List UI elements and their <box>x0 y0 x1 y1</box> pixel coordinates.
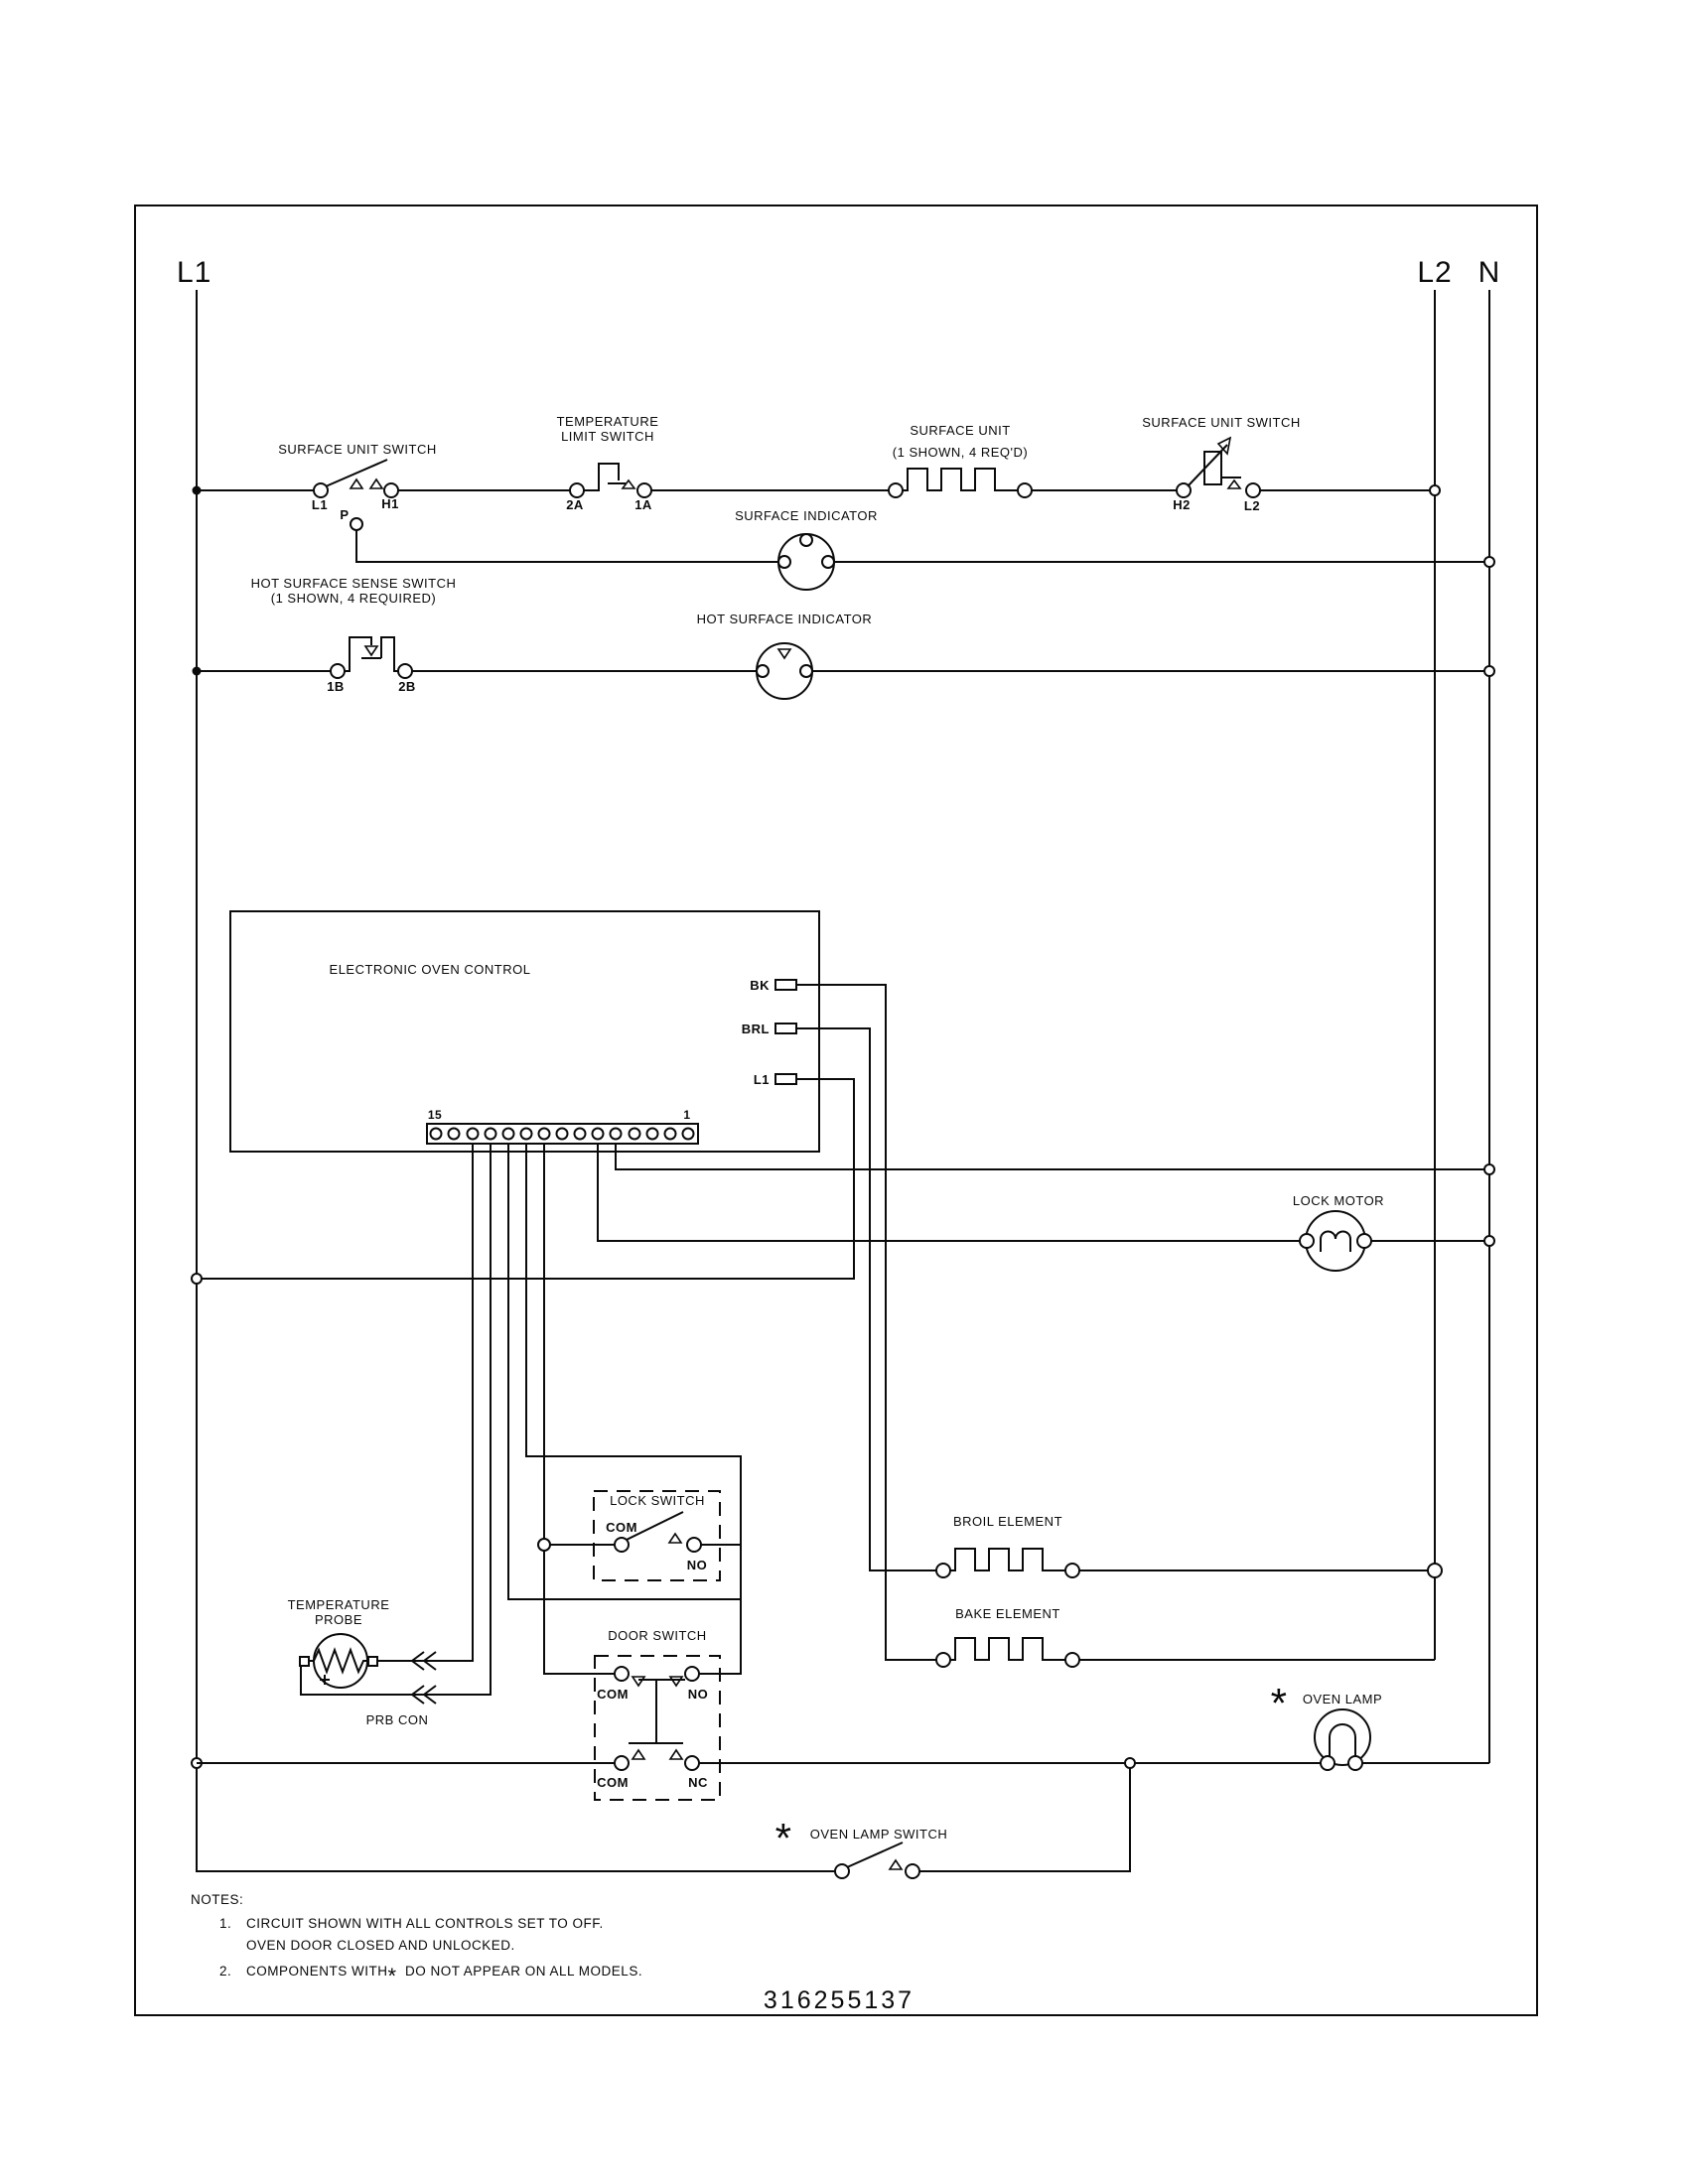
label-probe-1: TEMPERATURE <box>287 1597 390 1612</box>
terminal-p <box>351 518 362 530</box>
contact-triangle <box>633 1677 644 1686</box>
terminal-label-2b: 2B <box>398 679 416 694</box>
label-surface-unit-1: SURFACE UNIT <box>910 423 1011 438</box>
wire <box>356 530 778 562</box>
junction <box>1125 1758 1135 1768</box>
lamp-pin <box>757 665 769 677</box>
oven-lamp-switch <box>775 1768 1130 1878</box>
door-com-top-terminal <box>615 1667 629 1681</box>
limit-switch-body <box>584 464 619 490</box>
contact-triangle <box>670 1677 682 1686</box>
contact-triangle <box>1228 480 1240 488</box>
l1-terminal <box>775 1074 796 1084</box>
pin-wire-neutral <box>616 1144 1485 1169</box>
lamp-terminal <box>1321 1756 1335 1770</box>
motor-terminal <box>1300 1234 1314 1248</box>
probe-terminal <box>300 1657 309 1666</box>
terminal-label-2a: 2A <box>566 497 584 512</box>
brl-terminal <box>775 1024 796 1033</box>
bk-wire <box>796 985 936 1660</box>
hot-surface-circuit <box>193 576 1495 699</box>
label-oven-lamp: OVEN LAMP <box>1302 1692 1383 1706</box>
label-hot-surface-indicator: HOT SURFACE INDICATOR <box>696 612 873 626</box>
surface-unit-circuit <box>193 414 1441 522</box>
label-l1-terminal: L1 <box>753 1072 770 1087</box>
switch-no-terminal <box>906 1864 919 1878</box>
terminal-label-l2: L2 <box>1243 498 1261 513</box>
terminal-l2 <box>1246 483 1260 497</box>
switch-detail-box <box>1204 452 1221 484</box>
asterisk-lamp-switch: * <box>774 1815 792 1861</box>
pin-wire-door-no <box>526 1144 741 1674</box>
note-2-post: DO NOT APPEAR ON ALL MODELS. <box>405 1964 643 1979</box>
contact-triangle <box>890 1860 902 1869</box>
motor-terminal <box>1357 1234 1371 1248</box>
label-door-com-top: COM <box>597 1687 629 1702</box>
note-2-pre: COMPONENTS WITH <box>246 1964 388 1979</box>
element-terminal <box>936 1653 950 1667</box>
contact-triangle <box>370 479 382 488</box>
notes-title: NOTES: <box>191 1892 244 1907</box>
label-oven-lamp-switch: OVEN LAMP SWITCH <box>809 1827 948 1842</box>
label-brl: BRL <box>741 1022 770 1036</box>
terminal-1a <box>637 483 651 497</box>
lamp-pin <box>822 556 834 568</box>
label-lock-com: COM <box>606 1520 637 1535</box>
terminal-1b <box>331 664 345 678</box>
surface-element-coil <box>903 469 1018 490</box>
asterisk-oven-lamp: * <box>1270 1680 1288 1726</box>
label-surface-unit-switch-right: SURFACE UNIT SWITCH <box>1142 415 1301 430</box>
label-lock-motor: LOCK MOTOR <box>1292 1193 1385 1208</box>
eoc-box <box>230 911 819 1152</box>
rail-label-n: N <box>1477 256 1501 289</box>
pin-wire-lock-motor <box>598 1144 1300 1241</box>
pin-label-1: 1 <box>683 1108 691 1122</box>
surface-indicator-circuit <box>351 508 1494 590</box>
sense-switch-body <box>345 637 371 671</box>
element-terminal <box>889 483 903 497</box>
electronic-oven-control <box>230 911 819 1152</box>
terminal-h1 <box>384 483 398 497</box>
contact-triangle <box>670 1750 682 1759</box>
terminal-label-1b: 1B <box>327 679 345 694</box>
brl-wire <box>796 1028 936 1570</box>
label-hot-sense-2: (1 SHOWN, 4 REQUIRED) <box>270 591 437 606</box>
label-lock-no: NO <box>686 1558 708 1572</box>
element-terminal <box>1065 1653 1079 1667</box>
terminal-label-1a: 1A <box>634 497 652 512</box>
note-1-line-1: CIRCUIT SHOWN WITH ALL CONTROLS SET TO OFF. <box>246 1916 604 1931</box>
door-nc-terminal <box>685 1756 699 1770</box>
label-surface-unit-switch-left: SURFACE UNIT SWITCH <box>278 442 437 457</box>
notes <box>191 1892 642 1988</box>
terminal-2b <box>398 664 412 678</box>
element-terminal <box>1065 1564 1079 1577</box>
label-temp-limit-1: TEMPERATURE <box>556 414 659 429</box>
note-1-num: 1. <box>219 1916 232 1931</box>
element-terminal <box>1018 483 1032 497</box>
terminal-label-p: P <box>340 507 350 522</box>
contact-triangle <box>633 1750 644 1759</box>
lock-switch <box>538 1491 741 1580</box>
wire <box>919 1768 1130 1871</box>
label-door-nc: NC <box>688 1775 708 1790</box>
lamp-terminal <box>1348 1756 1362 1770</box>
lock-no-terminal <box>687 1538 701 1552</box>
label-lock-switch: LOCK SWITCH <box>610 1493 705 1508</box>
label-broil: BROIL ELEMENT <box>952 1514 1063 1529</box>
terminal-label-l1: L1 <box>311 497 329 512</box>
l2-terminal <box>1428 1564 1442 1577</box>
rail-label-l1: L1 <box>177 256 212 289</box>
terminal-2a <box>570 483 584 497</box>
bake-coil <box>950 1638 1065 1660</box>
power-rails <box>197 290 1489 1871</box>
door-no-terminal <box>685 1667 699 1681</box>
connector-pins <box>431 1129 694 1140</box>
door-switch <box>595 1628 741 1800</box>
terminal-label-h1: H1 <box>381 496 399 511</box>
temperature-probe <box>288 1597 473 1727</box>
pin-wire-lock-com <box>544 1144 615 1674</box>
bk-terminal <box>775 980 796 990</box>
broil-element <box>936 1514 1442 1577</box>
eoc-wiring <box>192 985 1494 1695</box>
junction <box>1484 666 1494 676</box>
label-hot-sense-1: HOT SURFACE SENSE SWITCH <box>250 576 457 591</box>
lock-motor <box>1293 1193 1494 1271</box>
label-eoc: ELECTRONIC OVEN CONTROL <box>329 962 531 977</box>
broil-coil <box>950 1549 1065 1570</box>
terminal-label-h2: H2 <box>1173 497 1191 512</box>
label-surface-indicator: SURFACE INDICATOR <box>735 508 878 523</box>
lamp-pin <box>778 556 790 568</box>
probe-terminal <box>368 1657 377 1666</box>
lock-com-terminal <box>615 1538 629 1552</box>
junction <box>1484 1236 1494 1246</box>
label-door-no: NO <box>687 1687 709 1702</box>
label-surface-unit-2: (1 SHOWN, 4 REQ'D) <box>892 445 1029 460</box>
junction <box>1484 557 1494 567</box>
junction <box>1430 485 1440 495</box>
rail-label-l2: L2 <box>1417 256 1453 289</box>
contact-triangle <box>669 1534 681 1543</box>
label-temp-limit-2: LIMIT SWITCH <box>561 429 654 444</box>
pin-label-15: 15 <box>427 1108 443 1122</box>
label-door-switch: DOOR SWITCH <box>608 1628 707 1643</box>
label-door-com-bottom: COM <box>597 1775 629 1790</box>
label-probe-2: PROBE <box>314 1612 363 1627</box>
note-2-asterisk: * <box>387 1964 397 1988</box>
pin-wire-probe-a <box>377 1144 473 1661</box>
label-bake: BAKE ELEMENT <box>955 1606 1060 1621</box>
part-number: 316255137 <box>763 1986 915 2014</box>
mechanical-link <box>629 1680 685 1743</box>
sense-switch-body <box>361 637 398 671</box>
element-terminal <box>936 1564 950 1577</box>
contact-triangle <box>351 479 362 488</box>
note-1-line-2: OVEN DOOR CLOSED AND UNLOCKED. <box>246 1938 515 1953</box>
junction <box>192 1274 202 1284</box>
junction <box>1484 1164 1494 1174</box>
lamp-pin <box>800 665 812 677</box>
rail-l1-wire <box>197 290 835 1871</box>
lamp-pin <box>800 534 812 546</box>
label-bk: BK <box>750 978 770 993</box>
door-com-bottom-terminal <box>615 1756 629 1770</box>
contact-triangle <box>365 646 377 655</box>
note-2-num: 2. <box>219 1964 232 1979</box>
label-prb-con: PRB CON <box>365 1712 429 1727</box>
bake-element <box>936 1606 1435 1667</box>
junction <box>538 1539 550 1551</box>
